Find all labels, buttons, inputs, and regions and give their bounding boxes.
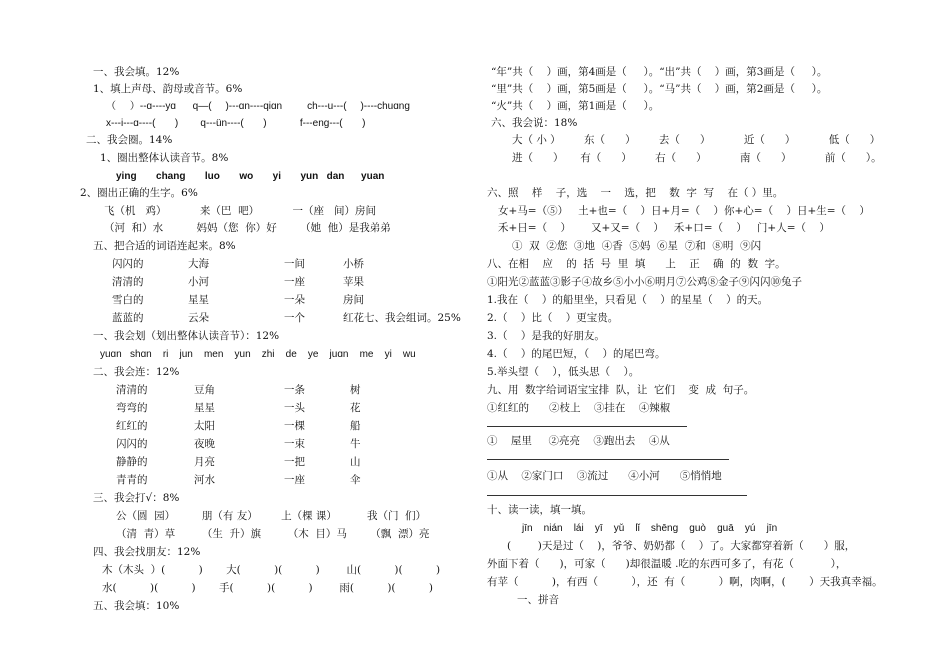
section-6b-options: ① 双 ②您 ③地 ④香 ⑤妈 ⑥星 ⑦和 ⑧明 ⑨闪 <box>512 240 762 252</box>
section-2-pinyin: yinɡ chanɡ luo wo yi yun dan yuan <box>116 171 385 182</box>
section-1-title: 一、我会填。12% <box>93 66 180 78</box>
section-2-q1: 1、圈出整体认读音节。8% <box>100 152 229 164</box>
part2-section-2-title: 二、我会连：12% <box>93 366 180 378</box>
match2-word: 山 <box>350 456 361 468</box>
stroke-question-2: “里”共（ ）画，第5画是（ ）。“马”共（ ）画，第2画是（ ）。 <box>491 83 828 95</box>
match2-word: 船 <box>350 420 361 432</box>
part2-section-5-title: 五、我会填：10% <box>93 600 180 612</box>
section-8-title: 八、在相 应 的 括 号 里 填 上 正 确 的 数 字。 <box>487 258 786 270</box>
match1-word: 小河 <box>188 276 209 288</box>
match1-word: 一个 <box>284 312 305 324</box>
match2-word: 夜晚 <box>194 438 215 450</box>
part2-section-3-row-2: （清 青）草 （生 升）旗 （木 目）马 （飘 漂）亮 <box>116 528 430 540</box>
section-9-group-3: ①从 ②家门口 ③流过 ④小河 ⑤悄悄地 <box>487 470 722 482</box>
section-1-q1: 1、填上声母、韵母或音节。6% <box>93 83 243 95</box>
part2-section-1-pinyin: yuɑn shɑn ri jun men yun zhi de ye juɑn me yi wu <box>100 349 416 360</box>
section-2-q2: 2、圈出正确的生字。6% <box>80 187 198 199</box>
section-8-q3: 3.（ ）是我的好朋友。 <box>487 330 605 342</box>
section-8-q4: 4.（ ）的尾巴短，（ ）的尾巴弯。 <box>487 348 666 360</box>
match1-word: 星星 <box>188 294 209 306</box>
match2-word: 红红的 <box>116 420 148 432</box>
match2-word: 星星 <box>194 402 215 414</box>
match1-word: 苹果 <box>343 276 364 288</box>
match1-word: 小桥 <box>343 258 364 270</box>
section-10-para-2: 外面下着（ )，可家（ )却很温暖 .吃的东西可多了，有花（ ）， <box>487 558 847 570</box>
stroke-question-3: “火”共（ ）画，第1画是（ ）。 <box>491 100 660 112</box>
match2-word: 一条 <box>284 384 305 396</box>
section-10-pinyin: jīn nián lái yī yǔ lǐ shēnɡ ɡuò ɡuā yú jīn <box>522 523 778 534</box>
section-8-q1: 1.我在（ ）的船里坐，只看见（ ）的星星（ ）的天。 <box>487 294 769 306</box>
match2-word: 闪闪的 <box>116 438 148 450</box>
match1-word: 一间 <box>284 258 305 270</box>
section-9-group-1: ①红红的 ②枝上 ③挂在 ④辣椒 <box>487 402 671 414</box>
match2-word: 静静的 <box>116 456 148 468</box>
section-9-title: 九、用 数字给词语宝宝排 队，让 它们 变 成 句子。 <box>487 384 755 396</box>
section-6b-title: 六、照 样 子，选 一 选，把 数 字 写 在（ ）里。 <box>487 187 784 199</box>
section-8-q2: 2.（ ）比（ ）更宝贵。 <box>487 312 619 324</box>
match1-word: 一朵 <box>284 294 305 306</box>
section-5-title: 五、把合适的词语连起来。8% <box>93 240 236 252</box>
section-10-title: 十、读一读，填一填。 <box>487 504 592 516</box>
match2-word: 一头 <box>284 402 305 414</box>
match2-word: 一把 <box>284 456 305 468</box>
match1-word: 房间 <box>343 294 364 306</box>
section-10-para-1: ( )天是过（ )，爷爷、奶奶都（ ）了。大家都穿着新（ ）服， <box>507 540 856 552</box>
match2-word: 弯弯的 <box>116 402 148 414</box>
section-10-subheading: 一、拼音 <box>517 594 559 606</box>
section-9-group-2: ① 屋里 ②亮亮 ③跑出去 ④从 <box>487 435 670 447</box>
match2-word: 一束 <box>284 438 305 450</box>
part2-section-3-row-1: 公（圆 园） 朋（有 友） 上（棵 课） 我（门 们） <box>116 510 427 522</box>
match1-word: 云朵 <box>188 312 209 324</box>
match1-word: 闪闪的 <box>112 258 144 270</box>
match2-word: 河水 <box>194 474 215 486</box>
part2-section-4-row-2: 水( )( ) 手( )( ) 雨( )( ) <box>102 582 433 594</box>
section-6-title: 六、我会说：18% <box>491 117 578 129</box>
part2-section-1-title: 一、我会划（划出整体认读音节）：12% <box>93 330 280 342</box>
section-1-row-2: x---i---ɑ----( ) q---ün----( ) f---enɡ---( ) <box>106 118 366 129</box>
section-6-row-1: 大（ 小 ） 东（ ） 去（ ） 近（ ） 低（ ） <box>512 134 881 146</box>
answer-line-2 <box>487 459 729 460</box>
part2-section-4-title: 四、我会找朋友：12% <box>93 546 201 558</box>
section-10-para-3: 有苹（ )，有西（ ），还 有（ ）啊，肉啊，( ）天我真幸福。 <box>487 576 883 588</box>
section-8-options: ①阳光②蓝蓝③影子④故乡⑤小小⑥明月⑦公鸡⑧金子⑨闪闪⑩兔子 <box>487 276 802 288</box>
answer-line-1 <box>487 426 687 427</box>
match2-word: 牛 <box>350 438 361 450</box>
match2-word: 青青的 <box>116 474 148 486</box>
match1-word: 雪白的 <box>112 294 144 306</box>
section-6-row-2: 进（ ） 有（ ） 右（ ） 南（ ） 前（ ）。 <box>512 152 882 164</box>
match1-word: 一座 <box>284 276 305 288</box>
match2-word: 花 <box>350 402 361 414</box>
match1-word: 清清的 <box>112 276 144 288</box>
match2-word: 清清的 <box>116 384 148 396</box>
match2-word: 树 <box>350 384 361 396</box>
match1-word: 大海 <box>188 258 209 270</box>
match2-word: 伞 <box>350 474 361 486</box>
match2-word: 豆角 <box>194 384 215 396</box>
match1-word: 蓝蓝的 <box>112 312 144 324</box>
stroke-question-1: “年”共（ ）画，第4画是（ ）。“出”共（ ）画，第3画是（ ）。 <box>491 66 828 78</box>
answer-line-3 <box>487 495 747 496</box>
section-8-q5: 5.举头望（ ），低头思（ ）。 <box>487 366 640 378</box>
match2-word: 一座 <box>284 474 305 486</box>
section-2-title: 二、我会圈。14% <box>86 134 173 146</box>
section-1-row-1: （ ）--ɑ----yɑ q—( )---ɑn----qiɑn ch---u---( )----chuɑnɡ <box>106 101 410 112</box>
part2-section-4-row-1: 木（木头 ）( ) 大( )( ) 山( )( ) <box>102 564 441 576</box>
section-6b-row-1: 女+马=（⑤） 土+也=（ ）日+月=（ ）你+心=（ ）日+生=（ ） <box>498 205 870 217</box>
match2-word: 一棵 <box>284 420 305 432</box>
section-2-row-1: 飞（机 鸡） 来（巴 吧） 一（座 间）房间 <box>104 205 376 217</box>
part2-section-3-title: 三、我会打√：8% <box>93 492 180 504</box>
section-6b-row-2: 禾+日=（ ） 又+又=（ ） 禾+口=（ ） 门+人=（ ） <box>498 222 830 234</box>
match1-word: 红花七、我会组词。25% <box>343 312 461 324</box>
match2-word: 太阳 <box>194 420 215 432</box>
match2-word: 月亮 <box>194 456 215 468</box>
section-2-row-2: （河 和）水 妈妈（您 你）好 （她 他）是我弟弟 <box>104 222 391 234</box>
